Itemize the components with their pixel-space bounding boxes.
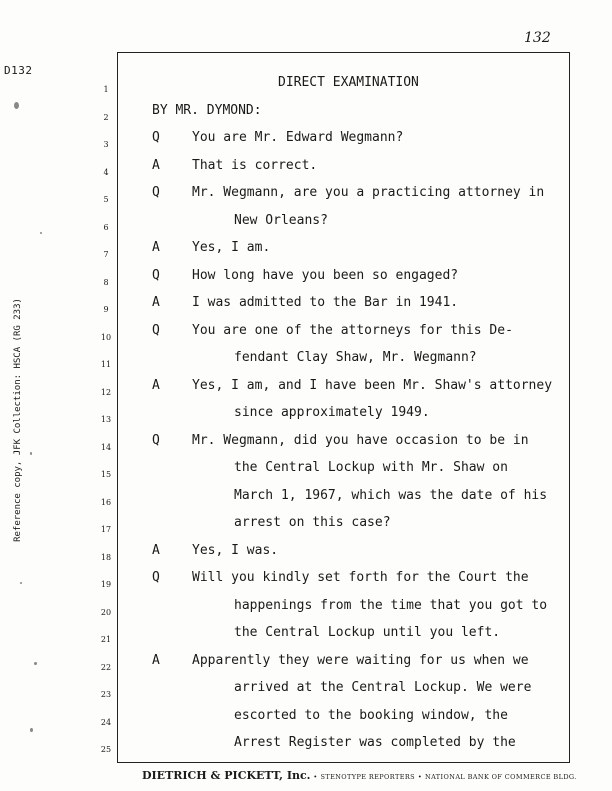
line-number: 11 [100, 360, 112, 369]
answer-marker: A [152, 542, 160, 558]
scan-speck [30, 728, 33, 732]
testimony-text: since approximately 1949. [234, 405, 430, 420]
testimony-text: Will you kindly set forth for the Court the [192, 570, 529, 585]
answer-marker: A [152, 377, 160, 393]
testimony-text: Yes, I am. [192, 240, 271, 255]
testimony-text: I was admitted to the Bar in 1941. [192, 295, 459, 310]
question-marker: Q [152, 432, 160, 448]
testimony-text: Mr. Wegmann, are you a practicing attorney in [192, 185, 545, 200]
line-number: 24 [100, 717, 112, 727]
testimony-text: New Orleans? [234, 212, 328, 228]
testimony-text: escorted to the booking window, the [234, 707, 508, 723]
testimony-text: Yes, I am, and I have been Mr. Shaw's attorney [192, 377, 553, 393]
scan-speck [14, 102, 19, 109]
testimony-text: arrest on this case? [234, 515, 391, 530]
examiner-line: BY MR. DYMOND: [152, 102, 262, 118]
footer-separator: • [313, 773, 318, 781]
line-number: 13 [100, 415, 112, 424]
document-id: D132 [4, 64, 33, 77]
margin-rule-bottom [117, 762, 570, 763]
line-number: 6 [103, 222, 109, 232]
testimony-text: the Central Lockup until you left. [234, 625, 501, 640]
line-number: 12 [100, 387, 112, 397]
line-number: 4 [103, 167, 109, 177]
margin-rule-left [117, 52, 118, 762]
testimony-text: That is correct. [192, 157, 318, 173]
footer-firm: DIETRICH & PICKETT, Inc. [142, 769, 311, 782]
line-number: 1 [103, 85, 109, 94]
margin-rule-top [117, 52, 570, 53]
testimony-text: March 1, 1967, which was the date of his [234, 487, 548, 503]
margin-rule-right [569, 52, 570, 762]
line-number: 8 [103, 277, 109, 287]
testimony-text: You are Mr. Edward Wegmann? [192, 130, 404, 145]
testimony-text: happenings from the time that you got to [234, 597, 548, 613]
footer-separator: • [417, 773, 423, 781]
question-marker: Q [152, 185, 160, 200]
answer-marker: A [152, 157, 160, 173]
testimony-text: Mr. Wegmann, did you have occasion to be in [192, 432, 529, 448]
testimony-text: Arrest Register was completed by the [234, 735, 516, 750]
line-number: 18 [100, 552, 112, 562]
line-number: 14 [100, 442, 112, 452]
archive-reference-note: Reference copy, JFK Collection: HSCA (RG 233) [13, 298, 23, 542]
answer-marker: A [152, 652, 160, 668]
scan-speck [30, 452, 32, 455]
question-marker: Q [152, 267, 160, 283]
reporter-footer [142, 769, 577, 782]
line-number: 9 [103, 305, 109, 314]
line-number: 23 [100, 690, 112, 699]
question-marker: Q [152, 570, 160, 585]
line-number: 2 [103, 112, 109, 122]
line-number: 16 [100, 497, 112, 507]
line-number: 20 [100, 607, 112, 617]
testimony-text: Apparently they were waiting for us when we [192, 652, 529, 668]
line-number: 21 [100, 635, 112, 644]
question-marker: Q [152, 322, 160, 338]
testimony-text: You are one of the attorneys for this De- [192, 322, 513, 338]
section-heading: DIRECT EXAMINATION [278, 75, 419, 90]
line-number: 7 [103, 250, 109, 259]
line-number: 25 [100, 745, 112, 754]
footer-address: NATIONAL BANK OF COMMERCE BLDG. [424, 773, 577, 781]
line-number: 10 [100, 332, 112, 342]
line-number: 5 [103, 195, 109, 204]
scan-speck [34, 662, 37, 665]
line-number: 22 [100, 662, 112, 672]
line-number: 19 [100, 580, 112, 589]
answer-marker: A [152, 295, 160, 310]
handwritten-page-number: 132 [524, 30, 551, 46]
testimony-text: Yes, I was. [192, 542, 279, 558]
line-number: 15 [100, 470, 112, 479]
line-number: 3 [103, 140, 109, 149]
line-number: 17 [100, 525, 112, 534]
testimony-text: arrived at the Central Lockup. We were [234, 680, 532, 695]
answer-marker: A [152, 240, 160, 255]
scan-speck [20, 582, 22, 584]
testimony-text: fendant Clay Shaw, Mr. Wegmann? [234, 350, 477, 365]
question-marker: Q [152, 130, 160, 145]
scan-speck [40, 232, 42, 234]
footer-service: STENOTYPE REPORTERS [320, 773, 415, 781]
testimony-text: the Central Lockup with Mr. Shaw on [234, 460, 508, 475]
testimony-text: How long have you been so engaged? [192, 267, 459, 283]
